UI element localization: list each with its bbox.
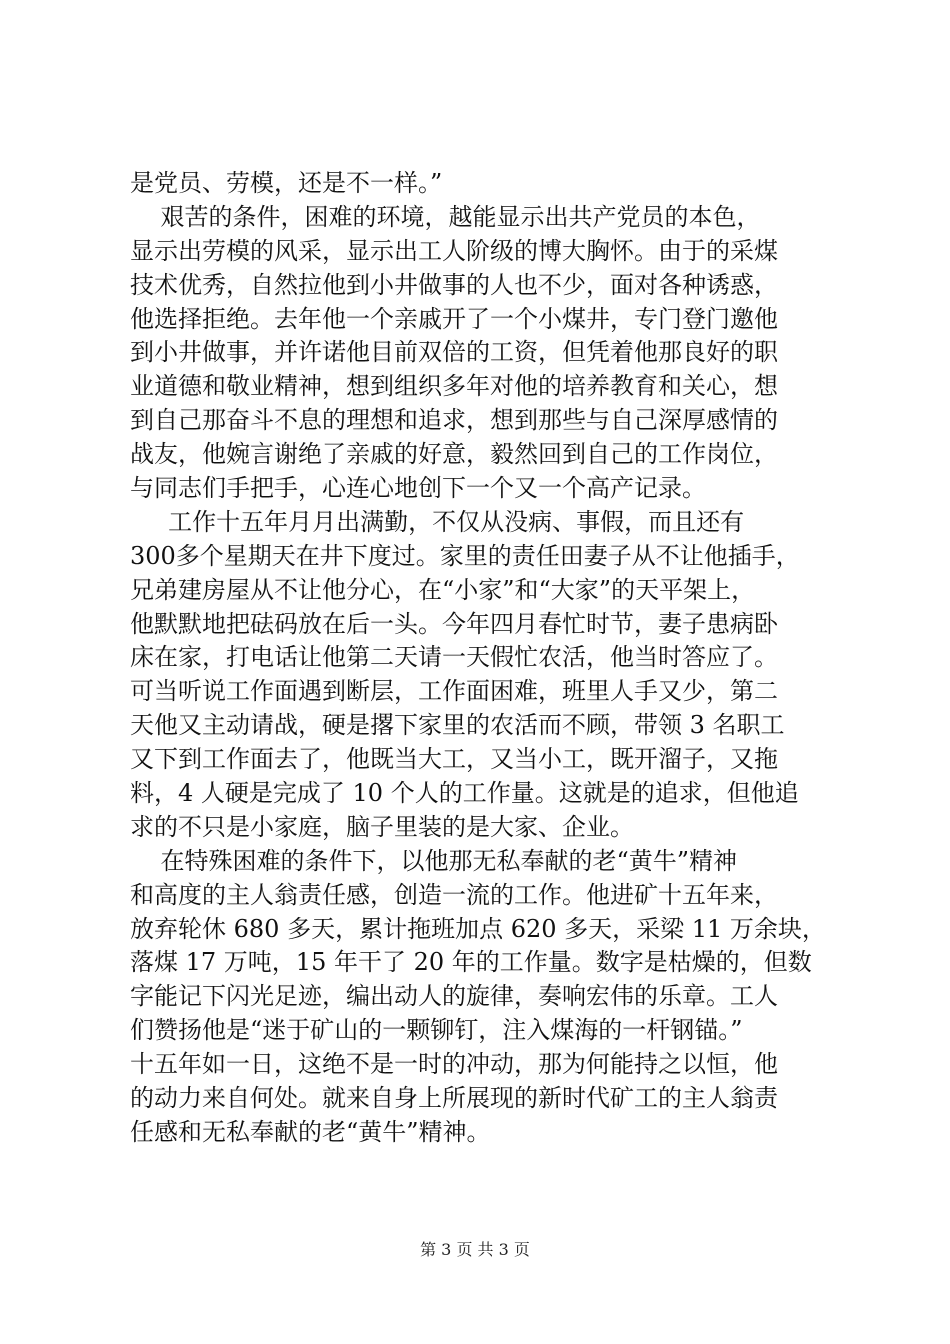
text-line: 天他又主动请战，硬是撂下家里的农活而不顾，带领 3 名职工 <box>130 711 785 740</box>
text-line: 和高度的主人翁责任感，创造一流的工作。他进矿十五年来， <box>130 880 778 909</box>
text-line: 又下到工作面去了，他既当大工，又当小工，既开溜子，又拖 <box>130 745 778 774</box>
text-line: 战友，他婉言谢绝了亲戚的好意，毅然回到自己的工作岗位， <box>130 440 778 469</box>
text-line: 十五年如一日，这绝不是一时的冲动，那为何能持之以恒，他 <box>130 1050 778 1079</box>
text-line: 是党员、劳模，还是不一样。” <box>130 169 443 197</box>
text-line: 他选择拒绝。去年他一个亲戚开了一个小煤井，专门登门邀他 <box>130 304 778 333</box>
text-line: 工作十五年月月出满勤，不仅从没病、事假，而且还有 <box>130 507 745 536</box>
text-line: 兄弟建房屋从不让他分心，在“小家”和“大家”的天平架上， <box>130 575 756 604</box>
body-text <box>130 167 830 1150</box>
page-footer: 第 3 页 共 3 页 <box>420 1240 530 1259</box>
text-line: 显示出劳模的风采，显示出工人阶级的博大胸怀。由于的采煤 <box>130 236 778 265</box>
text-line: 到小井做事，并许诺他目前双倍的工资，但凭着他那良好的职 <box>130 338 778 367</box>
text-line: 料，4 人硬是完成了 10 个人的工作量。这就是的追求，但他追 <box>130 779 799 808</box>
text-line: 他默默地把砝码放在后一头。今年四月春忙时节，妻子患病卧 <box>130 609 778 638</box>
text-line: 的动力来自何处。就来自身上所展现的新时代矿工的主人翁责 <box>130 1084 778 1113</box>
text-line: 放弃轮休 680 多天，累计拖班加点 620 多天，采梁 11 万余块， <box>130 914 826 943</box>
text-line: 床在家，打电话让他第二天请一天假忙农活，他当时答应了。 <box>130 643 778 672</box>
text-line: 求的不只是小家庭，脑子里装的是大家、企业。 <box>130 812 634 841</box>
text-line: 到自己那奋斗不息的理想和追求，想到那些与自己深厚感情的 <box>130 406 778 435</box>
text-line: 在特殊困难的条件下，以他那无私奉献的老“黄牛”精神 <box>130 846 738 875</box>
text-line: 们赞扬他是“迷于矿山的一颗铆钉，注入煤海的一杆钢锚。” <box>130 1016 743 1045</box>
text-line: 落煤 17 万吨，15 年干了 20 年的工作量。数字是枯燥的，但数 <box>130 948 812 977</box>
text-line: 字能记下闪光足迹，编出动人的旋律，奏响宏伟的乐章。工人 <box>130 982 778 1011</box>
text-line: 技术优秀，自然拉他到小井做事的人也不少，面对各种诱惑， <box>130 270 778 299</box>
text-line: 可当听说工作面遇到断层，工作面困难，班里人手又少，第二 <box>130 677 778 706</box>
text-line: 300多个星期天在井下度过。家里的责任田妻子从不让他插手， <box>130 541 800 570</box>
text-line: 业道德和敬业精神，想到组织多年对他的培养教育和关心，想 <box>130 372 778 401</box>
text-line: 任感和无私奉献的老“黄牛”精神。 <box>130 1117 491 1146</box>
text-line: 与同志们手把手，心连心地创下一个又一个高产记录。 <box>130 474 706 503</box>
text-line: 艰苦的条件，困难的环境，越能显示出共产党员的本色， <box>130 202 761 231</box>
